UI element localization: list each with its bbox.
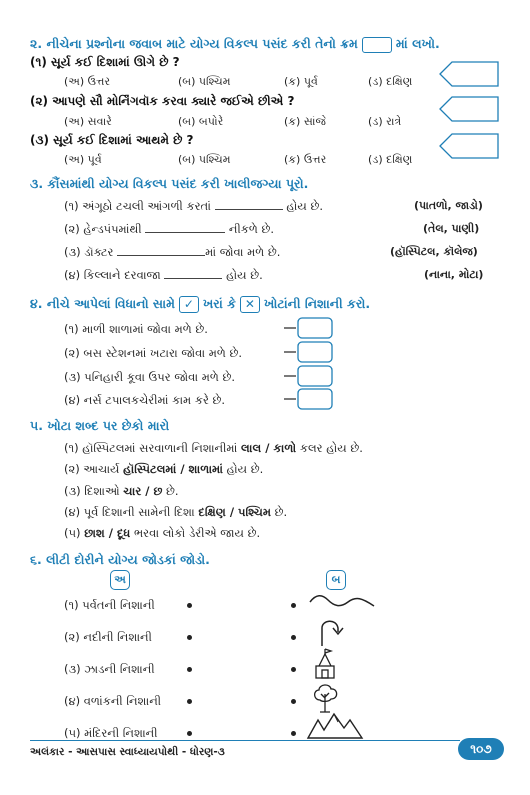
hint-2: (તેલ, પાણી) — [423, 222, 480, 235]
column-a-badge: અ — [110, 570, 130, 590]
answer-box-3[interactable] — [298, 366, 332, 386]
match-item-3: (૩) ઝાડની નિશાની — [64, 662, 155, 676]
section-2-title-text: ૨. નીચેના પ્રશ્નોના જવાબ માટે યોગ્ય વિકલ્પ પસંદ કરી તેનો ક્રમ — [30, 36, 358, 51]
statement-3: (૩) પનિહારી કૂવા ઉપર જોવા મળે છે. — [64, 370, 235, 384]
fill-item-4 — [64, 268, 263, 283]
strike-text-end: ભરવા લોકો ડેરીએ જાય છે. — [130, 526, 261, 540]
q1-option-d: (ડ) દક્ષિણ — [368, 75, 413, 88]
hint-3: (હૉસ્પિટલ, કૉલેજ) — [390, 245, 478, 258]
strike-text: (૪) પૂર્વ દિશાની સામેની દિશા — [64, 505, 199, 519]
strike-text: (૫) — [64, 526, 85, 540]
question-3: (૩) સૂર્ય કઈ દિશામાં આથમે છે ? — [30, 133, 194, 147]
strike-item-5 — [64, 526, 260, 541]
match-item-1: (૧) પર્વતની નિશાની — [64, 598, 155, 612]
strike-text-end: છે. — [271, 505, 288, 519]
fill-item-text: (૨) હેન્ડપંપમાંથી — [64, 222, 142, 236]
match-dot-right-1[interactable] — [291, 603, 296, 608]
hint-4: (નાના, મોટા) — [424, 268, 484, 281]
q2-option-d: (ડ) રાત્રે — [368, 115, 402, 128]
q3-option-c: (ક) ઉત્તર — [284, 153, 327, 166]
column-b-badge: બ — [326, 570, 346, 590]
fill-item-3 — [64, 245, 280, 260]
q2-option-a: (અ) સવારે — [64, 115, 112, 128]
strike-choice[interactable]: છાશ / દૂધ — [84, 526, 131, 540]
answer-box-inline — [362, 37, 392, 53]
answer-box-4[interactable] — [298, 389, 332, 409]
answer-tag-3[interactable] — [440, 134, 498, 158]
question-2: (૨) આપણે સૌ મોર્નિંગવૉક કરવા ક્યારે જઈએ છીએ ? — [30, 94, 295, 108]
q3-option-d: (ડ) દક્ષિણ — [368, 153, 413, 166]
strike-item-3 — [64, 484, 179, 499]
fill-item-suffix: માં જોવા મળે છે. — [205, 245, 281, 259]
answer-box-1[interactable] — [298, 318, 332, 338]
fill-item-1 — [64, 199, 323, 214]
statement-4: (૪) નર્સ ટપાલકચેરીમાં કામ કરે છે. — [64, 393, 226, 407]
fill-item-text: (૪) કિલ્લાને દરવાજા — [64, 268, 161, 282]
fill-item-suffix: નીકળે છે. — [228, 222, 275, 236]
strike-item-1 — [64, 441, 363, 456]
strike-text: (૩) દિશાઓ — [64, 484, 124, 498]
fill-item-text: (૧) અંગૂઠો ટચલી આંગળી કરતાં — [64, 199, 211, 213]
footer-divider — [30, 740, 460, 741]
q2-option-b: (બ) બપોરે — [178, 115, 224, 128]
match-dot-right-2[interactable] — [291, 635, 296, 640]
q1-option-c: (ક) પૂર્વ — [284, 75, 318, 88]
tick-icon: ✓ — [179, 296, 199, 313]
strike-text: (૨) આચાર્ય — [64, 462, 124, 476]
match-dot-left-3[interactable] — [187, 667, 192, 672]
strike-text-end: છે. — [162, 484, 179, 498]
q2-option-c: (ક) સાંજે — [284, 115, 326, 128]
river-symbol-icon — [308, 590, 378, 616]
match-dot-right-5[interactable] — [291, 731, 296, 736]
blank-line[interactable] — [117, 245, 205, 256]
section-2-title — [30, 36, 440, 53]
match-dot-left-2[interactable] — [187, 635, 192, 640]
strike-choice[interactable]: ચાર / છ — [123, 484, 163, 498]
match-dot-left-5[interactable] — [187, 731, 192, 736]
strike-text-end: કલર હોય છે. — [296, 441, 363, 455]
match-item-5: (૫) મંદિરની નિશાની — [64, 726, 158, 740]
strike-text: (૧) હૉસ્પિટલમાં સરવાળાની નિશાનીમાં — [64, 441, 241, 455]
q1-option-a: (અ) ઉત્તર — [64, 75, 111, 88]
answer-tag-1[interactable] — [440, 62, 498, 86]
footer-book-title: અલંકાર - આસપાસ સ્વાધ્યાયપોથી - ધોરણ-૩ — [30, 746, 225, 758]
section-2-title-suffix: માં લખો. — [395, 36, 440, 51]
match-item-4: (૪) વળાંકની નિશાની — [64, 694, 162, 708]
strike-text-end: હોય છે. — [222, 462, 264, 476]
match-item-2: (૨) નદીની નિશાની — [64, 630, 152, 644]
statement-1: (૧) માળી શાળામાં જોવા મળે છે. — [64, 322, 208, 336]
section-4-title-end: ખોટાંની નિશાની કરો. — [263, 296, 371, 311]
match-dot-right-3[interactable] — [291, 667, 296, 672]
section-4-title — [30, 296, 370, 313]
fill-item-text: (૩) ડૉક્ટર — [64, 245, 114, 259]
blank-line[interactable] — [215, 199, 283, 210]
q3-option-a: (અ) પૂર્વ — [64, 153, 102, 166]
fill-item-suffix: હોય છે. — [226, 268, 263, 282]
answer-box-2[interactable] — [298, 342, 332, 362]
strike-choice[interactable]: હૉસ્પિટલમાં / શાળામાં — [123, 462, 223, 476]
temple-symbol-icon — [313, 648, 341, 682]
strike-item-2 — [64, 462, 263, 477]
blank-line[interactable] — [164, 268, 222, 279]
strike-item-4 — [64, 505, 287, 520]
strike-choice[interactable]: દક્ષિણ / પશ્ચિમ — [198, 505, 271, 519]
cross-icon: ✕ — [240, 296, 260, 313]
hint-1: (પાતળો, જાડો) — [414, 199, 483, 212]
page-number: ૧૦૭ — [458, 738, 504, 760]
question-1: (૧) સૂર્ય કઈ દિશામાં ઊગે છે ? — [30, 55, 180, 69]
fill-item-suffix: હોય છે. — [286, 199, 323, 213]
statement-answer-boxes — [282, 316, 342, 416]
q1-option-b: (બ) પશ્ચિમ — [178, 75, 231, 88]
q3-option-b: (બ) પશ્ચિમ — [178, 153, 231, 166]
section-3-title: ૩. કૌંસમાંથી યોગ્ય વિકલ્પ પસંદ કરી ખાલીજગ્યા પૂરો. — [30, 176, 309, 191]
section-5-title: ૫. ખોટા શબ્દ પર છેકો મારો — [30, 418, 170, 433]
mountain-symbol-icon — [306, 710, 366, 740]
match-dot-left-4[interactable] — [187, 699, 192, 704]
turn-symbol-icon — [316, 616, 350, 648]
answer-tags — [436, 58, 506, 168]
match-dot-right-4[interactable] — [291, 699, 296, 704]
statement-2: (૨) બસ સ્ટેશનમાં ખટારા જોવા મળે છે. — [64, 346, 243, 360]
fill-item-2 — [64, 222, 274, 237]
strike-choice[interactable]: લાલ / કાળો — [240, 441, 297, 455]
blank-line[interactable] — [145, 222, 225, 233]
section-4-title-text: ૪. નીચે આપેલાં વિધાનો સામે — [30, 296, 175, 311]
answer-tag-2[interactable] — [440, 97, 498, 121]
section-4-title-mid: ખરાં કે — [202, 296, 236, 311]
match-dot-left-1[interactable] — [187, 603, 192, 608]
section-6-title: ૬. લીટી દોરીને યોગ્ય જોડકાં જોડો. — [30, 552, 210, 567]
